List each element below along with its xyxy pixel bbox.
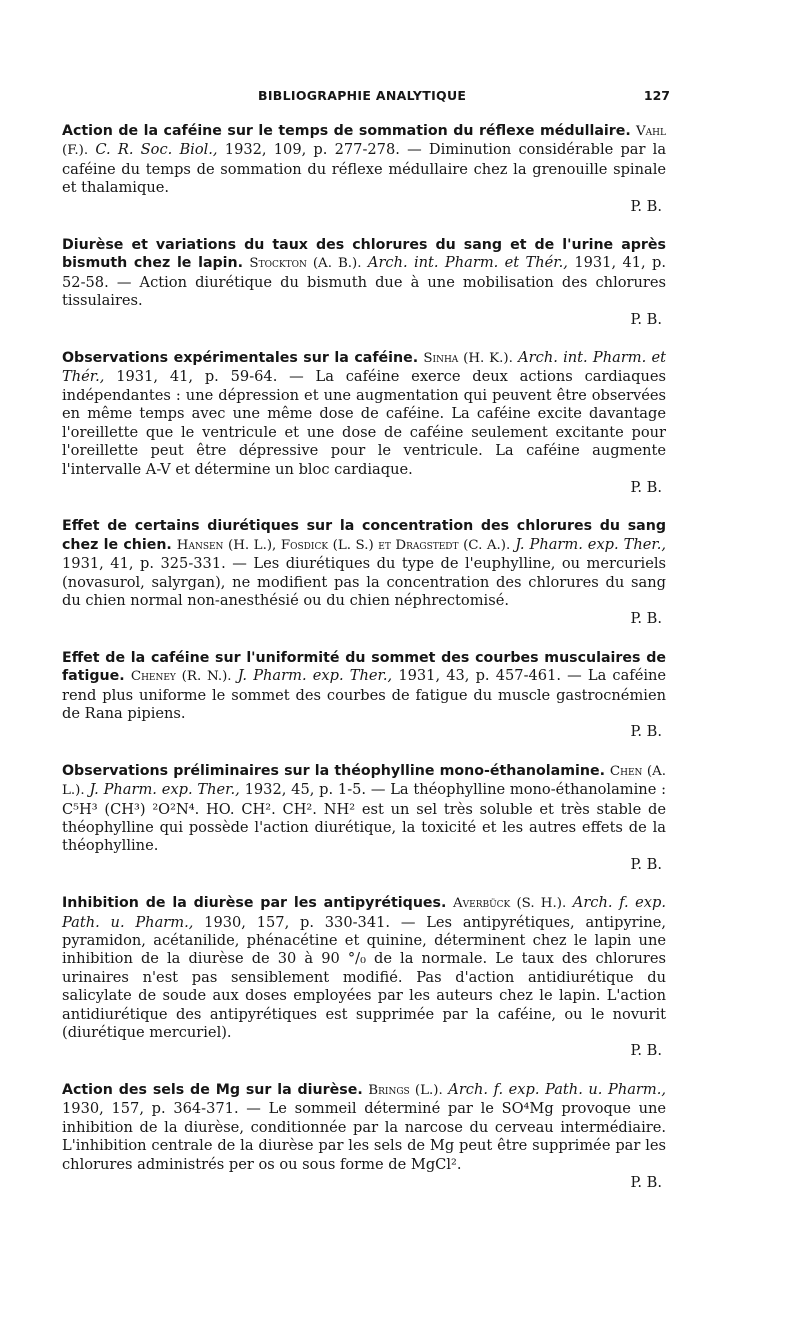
entry-reference: 1932, 45, p. 1-5.	[244, 781, 367, 799]
entry-reference: 1930, 157, p. 364-371.	[62, 1100, 239, 1118]
entry-title: Diurèse et variations du taux des chlorures du sang et de l'urine après bismuth chez le lapin.	[62, 237, 666, 272]
document-page	[62, 88, 670, 1212]
entry-title: Observations expérimentales sur la caféine.	[62, 350, 419, 367]
entry-journal: J. Pharm. exp. Ther.,	[237, 667, 393, 685]
entry-text: — Action diurétique du bismuth due à une mobilisation des chlorures tissulaires.	[62, 273, 667, 310]
entry-journal: Arch. f. exp. Path. u. Pharm.,	[62, 894, 667, 931]
bibliography-entry	[62, 349, 666, 497]
running-header	[62, 88, 670, 108]
entry-text: — Les antipyrétiques, antipyrine, pyramidon, acétanilide, phénacétine et quinine, déterminent chez le lapin une inhibition de la diurèse de 30 à 90 °/₀ de la normale. Le taux des chlorures urinaires n'est pas sensiblement modifié. Pas d'action antidiurétique du salicylate de soude aux doses employées par les auteurs chez le lapin. L'action antidiurétique des antipyrétiques est supprimée par la caféine, ou le novurit (diurétique mercuriel).	[62, 913, 667, 1042]
bibliography-entry	[62, 517, 666, 628]
entry-title: Effet de certains diurétiques sur la concentration des chlorures du sang chez le chien.	[62, 518, 666, 553]
entry-authors: Hansen (H. L.), Fosdick (L. S.) et Dragstedt (C. A.).	[176, 537, 511, 553]
entry-initials: P. B.	[630, 478, 662, 496]
bibliography-entry	[62, 894, 666, 1061]
entry-authors: Brings (L.).	[368, 1082, 443, 1098]
entry-title: Action de la caféine sur le temps de sommation du réflexe médullaire.	[62, 123, 631, 139]
entry-journal: Arch. f. exp. Path. u. Pharm.,	[448, 1080, 667, 1098]
bibliography-entry	[62, 1081, 666, 1192]
bibliography-entry	[62, 122, 666, 216]
entry-authors: Averbück (S. H.).	[452, 896, 567, 912]
bibliography-entry	[62, 762, 666, 874]
entry-journal: J. Pharm. exp. Ther.,	[89, 781, 240, 799]
entry-text: — Les diurétiques du type de l'euphylline, ou mercuriels (novasurol, salyrgan), ne modifient pas la concentration des chlorures du sang du chien normal non-anesthésié ou du chien néphrectomisé.	[62, 555, 667, 609]
entry-authors: Chen (A. L.).	[62, 763, 667, 799]
running-title: BIBLIOGRAPHIE ANALYTIQUE	[258, 88, 467, 103]
entry-journal: Arch. int. Pharm. et Thér.,	[62, 349, 667, 386]
entry-initials: P. B.	[630, 1173, 662, 1191]
entry-authors: Sinha (H. K.).	[423, 351, 513, 367]
entry-initials: P. B.	[630, 723, 662, 741]
entry-text: — Diminution considérable par la caféine du temps de sommation du réflexe médullaire chez la grenouille spinale et thalamique.	[62, 141, 667, 197]
bibliography-entry	[62, 236, 666, 329]
entry-initials: P. B.	[630, 1042, 662, 1060]
entry-title: Inhibition de la diurèse par les antipyrétiques.	[62, 895, 447, 912]
entry-reference: 1931, 41, p. 59-64.	[116, 368, 278, 386]
entry-authors: Vahl (F.).	[62, 124, 666, 159]
entry-reference: 1931, 41, p. 325-331.	[62, 555, 226, 573]
entry-journal: J. Pharm. exp. Ther.,	[515, 535, 666, 553]
entry-text: — La caféine exerce deux actions cardiaques indépendantes : une dépression et une augmentation qui peuvent être observées en même temps avec une même dose de caféine. La caféine excite davantage l'oreillette que le ventricule et une dose de caféine seulement excitante pour l'oreillette peut être dépressive pour le ventricule. La caféine augmente l'intervalle A-V et détermine un bloc cardiaque.	[62, 368, 667, 478]
entry-reference: 1930, 157, p. 330-341.	[204, 913, 391, 931]
entry-title: Effet de la caféine sur l'uniformité du sommet des courbes musculaires de fatigue.	[62, 649, 666, 685]
entry-authors: Stockton (A. B.).	[249, 256, 362, 272]
entry-title: Action des sels de Mg sur la diurèse.	[62, 1081, 363, 1098]
bibliography-entry	[62, 649, 666, 742]
entry-text: — La caféine rend plus uniforme le sommet des courbes de fatigue du muscle gastrocnémien de Rana pipiens.	[62, 667, 667, 722]
entry-title: Observations préliminaires sur la théophylline mono-éthanolamine.	[62, 762, 605, 779]
entry-reference: 1931, 41, p. 52-58.	[62, 254, 667, 291]
entry-initials: P. B.	[630, 197, 662, 215]
entry-reference: 1932, 109, p. 277-278.	[224, 141, 400, 159]
entry-journal: C. R. Soc. Biol.,	[95, 141, 218, 159]
entry-initials: P. B.	[630, 310, 662, 328]
entry-text: — La théophylline mono-éthanolamine : C⁵H³ (CH³) ²O²N⁴. HO. CH². CH². NH² est un sel très soluble et très stable de théophylline qui possède l'action diurétique, la toxicité et les autres effets de la théophylline.	[62, 781, 667, 855]
entry-journal: Arch. int. Pharm. et Thér.,	[367, 254, 568, 272]
entry-authors: Cheney (R. N.).	[130, 669, 232, 685]
entry-initials: P. B.	[630, 855, 662, 873]
entry-initials: P. B.	[630, 610, 662, 628]
entry-text: — Le sommeil déterminé par le SO⁴Mg provoque une inhibition de la diurèse, conditionnée par la narcose du cerveau intermédiaire. L'inhibition centrale de la diurèse par les sels de Mg peut être supprimée par les chlorures administrés per os ou sous forme de MgCl².	[62, 1100, 667, 1173]
page-number: 127	[643, 88, 670, 103]
entry-reference: 1931, 43, p. 457-461.	[398, 667, 561, 685]
